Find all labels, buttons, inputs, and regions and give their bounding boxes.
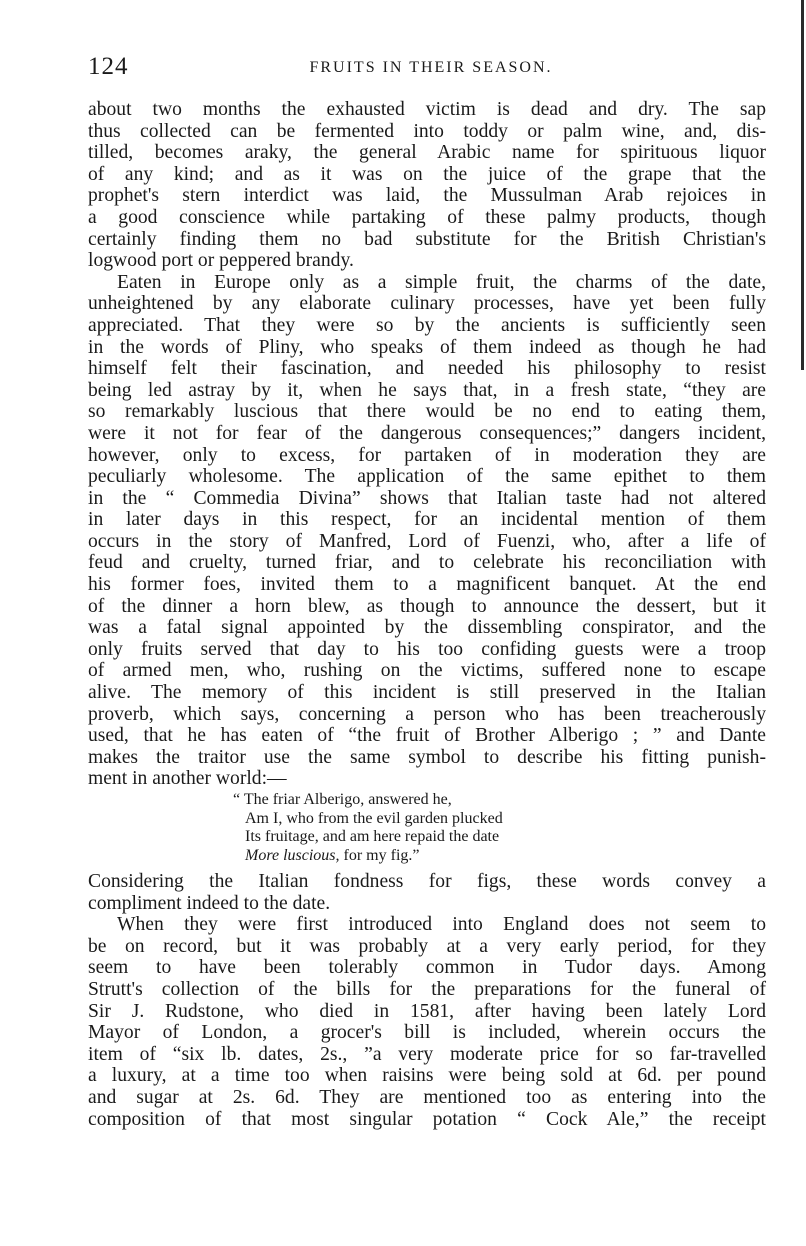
paragraph-2 — [88, 272, 766, 790]
text-line: himself felt their fascination, and needed his philosophy to resist — [88, 358, 766, 380]
paragraph-4 — [88, 914, 766, 1130]
paragraph-1 — [88, 99, 766, 272]
text-line: peculiarly wholesome. The application of the same epithet to them — [88, 466, 766, 488]
body-text — [88, 99, 766, 1130]
text-line: his former foes, invited them to a magnificent banquet. At the end — [88, 574, 766, 596]
text-line: item of “six lb. dates, 2s., ”a very moderate price for so far-travelled — [88, 1043, 766, 1065]
text-line: prophet's stern interdict was laid, the Mussulman Arab rejoices in — [88, 185, 766, 207]
running-title: FRUITS IN THEIR SEASON. — [309, 59, 553, 76]
text-line: a good conscience while partaking of these palmy products, though — [88, 206, 766, 228]
text-line: appreciated. That they were so by the ancients is sufficiently seen — [88, 314, 766, 336]
text-line: Strutt's collection of the bills for the preparations for the funeral of — [88, 978, 766, 1000]
text-line: When they were first introduced into England does not seem to — [117, 914, 766, 936]
text-line: certainly finding them no bad substitute for the British Christian's — [88, 228, 766, 250]
text-line: however, only to excess, for partaken of in moderation they are — [88, 444, 766, 466]
page-edge-shadow — [801, 0, 804, 370]
text-line: in later days in this respect, for an incidental mention of them — [88, 509, 766, 531]
text-line: Sir J. Rudstone, who died in 1581, after having been lately Lord — [88, 1000, 766, 1022]
verse-line — [233, 847, 766, 866]
text-line: of the dinner a horn blew, as though to announce the dessert, but it — [88, 595, 766, 617]
text-line: seem to have been tolerably common in Tudor days. Among — [88, 957, 766, 979]
verse-quotation — [88, 791, 766, 865]
text-line: being led astray by it, when he says that, in a fresh state, “they are — [88, 379, 766, 401]
text-line: feud and cruelty, turned friar, and to celebrate his reconciliation with — [88, 552, 766, 574]
text-line: alive. The memory of this incident is still preserved in the Italian — [88, 682, 766, 704]
text-line: unheightened by any elaborate culinary processes, have yet been fully — [88, 293, 766, 315]
verse-line: Am I, who from the evil garden plucked — [245, 809, 503, 827]
text-line: so remarkably luscious that there would be no end to eating them, — [88, 401, 766, 423]
text-line: occurs in the story of Manfred, Lord of Fuenzi, who, after a life of — [88, 530, 766, 552]
text-line: in the words of Pliny, who speaks of them indeed as though he had — [88, 336, 766, 358]
text-line: Mayor of London, a grocer's bill is included, wherein occurs the — [88, 1022, 766, 1044]
text-line: composition of that most singular potation “ Cock Ale,” the receipt — [88, 1108, 766, 1130]
text-line: were it not for fear of the dangerous consequences;” dangers incident, — [88, 422, 766, 444]
text-line: was a fatal signal appointed by the dissembling conspirator, and the — [88, 617, 766, 639]
text-line: be on record, but it was probably at a very early period, for they — [88, 935, 766, 957]
verse-italic: More luscious, — [245, 846, 340, 864]
page-number: 124 — [88, 53, 129, 80]
text-line: thus collected can be fermented into toddy or palm wine, and, dis- — [88, 120, 766, 142]
text-line: and sugar at 2s. 6d. They are mentioned too as entering into the — [88, 1086, 766, 1108]
text-line: a luxury, at a time too when raisins were being sold at 6d. per pound — [88, 1065, 766, 1087]
text-line: proverb, which says, concerning a person who has been treacherously — [88, 703, 766, 725]
verse-line: Its fruitage, and am here repaid the date — [245, 828, 500, 845]
verse-text: for my fig.” — [339, 846, 420, 864]
text-line: used, that he has eaten of “the fruit of Brother Alberigo ; ” and Dante — [88, 725, 766, 747]
text-line: only fruits served that day to his too confiding guests were a troop — [88, 638, 766, 660]
text-line: in the “ Commedia Divina” shows that Italian taste had not altered — [88, 487, 766, 509]
page-header — [88, 53, 764, 85]
text-line: logwood port or peppered brandy. — [88, 250, 354, 272]
text-line: about two months the exhausted victim is dead and dry. The sap — [88, 99, 766, 120]
text-line: of any kind; and as it was on the juice of the grape that the — [88, 163, 766, 185]
text-line: compliment indeed to the date. — [88, 892, 331, 914]
text-line: tilled, becomes araky, the general Arabic name for spirituous liquor — [88, 142, 766, 164]
paragraph-3 — [88, 871, 766, 914]
text-line: Eaten in Europe only as a simple fruit, the charms of the date, — [117, 271, 766, 293]
text-line: makes the traitor use the same symbol to describe his fitting punish- — [88, 746, 766, 768]
verse-line: “ The friar Alberigo, answered he, — [233, 791, 452, 808]
text-line: of armed men, who, rushing on the victims, suffered none to escape — [88, 660, 766, 682]
text-line: ment in another world:— — [88, 768, 287, 790]
text-line: Considering the Italian fondness for figs, these words convey a — [88, 871, 766, 892]
